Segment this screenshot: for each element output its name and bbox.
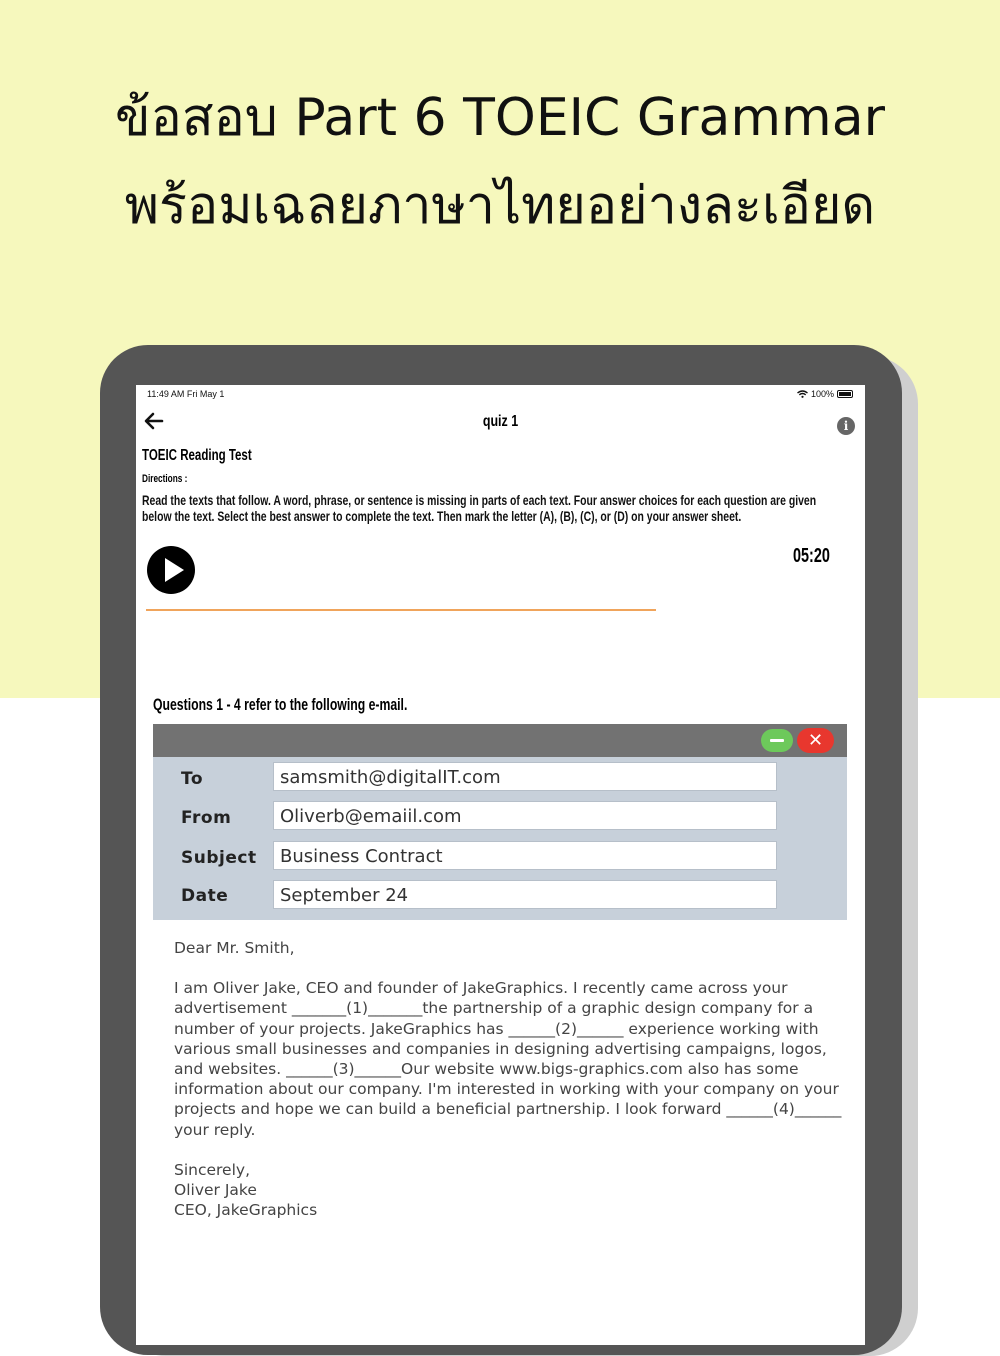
to-field: samsmith@digitalIT.com <box>273 762 777 791</box>
status-time: 11:49 AM Fri May 1 <box>147 389 225 399</box>
subject-label: Subject <box>181 848 257 868</box>
email-body <box>174 938 854 1220</box>
blank-3: ______(3)______ <box>286 1060 402 1079</box>
from-field: Oliverb@emaiil.com <box>273 801 777 830</box>
audio-timer: 05:20 <box>793 545 830 567</box>
blank-4: ______(4)______ <box>726 1100 842 1119</box>
promo-line-1: ข้อสอบ Part 6 TOEIC Grammar <box>115 88 885 148</box>
email-header-panel <box>153 724 847 920</box>
subject-field: Business Contract <box>273 841 777 870</box>
email-closing: Sincerely, <box>174 1160 251 1179</box>
body-text-4: Our website www.bigs-graphics.com also has some information about our company. I'm interested in working with your company on your projects and hope we can build a beneficial partnership. I look forward <box>174 1060 839 1119</box>
blank-1: _______(1)_______ <box>291 999 423 1018</box>
promo-headline <box>0 82 1000 242</box>
directions-text: Read the texts that follow. A word, phrase, or sentence is missing in parts of each text. Four answer choices for each question are given below the text. Select the best answer to complete the text. Then mark the letter (A), (B), (C), or (D) on your answer sheet. <box>142 492 817 524</box>
signature-name: Oliver Jake <box>174 1181 257 1200</box>
promo-line-2: พร้อมเฉลยภาษาไทยอย่างละเอียด <box>124 176 876 236</box>
email-greeting: Dear Mr. Smith, <box>174 939 295 957</box>
battery-icon <box>837 390 853 398</box>
app-screen <box>136 385 865 1345</box>
directions-label: Directions : <box>142 473 188 485</box>
wifi-icon <box>797 390 808 398</box>
minimize-icon <box>761 729 793 752</box>
test-title: TOEIC Reading Test <box>142 447 252 464</box>
status-indicators <box>797 389 853 399</box>
blank-2: ______(2)______ <box>508 1019 624 1038</box>
body-text-5: your reply. <box>174 1120 256 1139</box>
status-bar <box>136 385 865 403</box>
email-paragraph <box>174 978 854 1140</box>
info-icon[interactable]: i <box>837 417 855 435</box>
to-label: To <box>181 769 204 789</box>
body-text-2: the partnership of a graphic design company for a number of your projects. JakeGraphics has <box>174 999 814 1038</box>
battery-percent: 100% <box>810 389 834 399</box>
from-label: From <box>181 808 232 828</box>
audio-progress-bar[interactable] <box>146 609 656 611</box>
page-title: quiz 1 <box>482 413 519 430</box>
close-icon: ✕ <box>797 728 834 753</box>
arrow-left-icon[interactable] <box>144 411 166 433</box>
play-button[interactable] <box>147 546 195 594</box>
date-label: Date <box>181 886 229 906</box>
body-text-1: I am Oliver Jake, CEO and founder of JakeGraphics. I recently came across your advertisement <box>174 979 788 1018</box>
body-text-3: experience working with various small businesses and companies in designing advertising campaigns, logos, and websites. <box>174 1019 827 1079</box>
questions-heading: Questions 1 - 4 refer to the following e-mail. <box>153 695 408 714</box>
email-window-bar <box>153 724 847 757</box>
date-field: September 24 <box>273 880 777 909</box>
signature-title: CEO, JakeGraphics <box>174 1201 318 1220</box>
back-arrow-glyph <box>144 411 164 431</box>
